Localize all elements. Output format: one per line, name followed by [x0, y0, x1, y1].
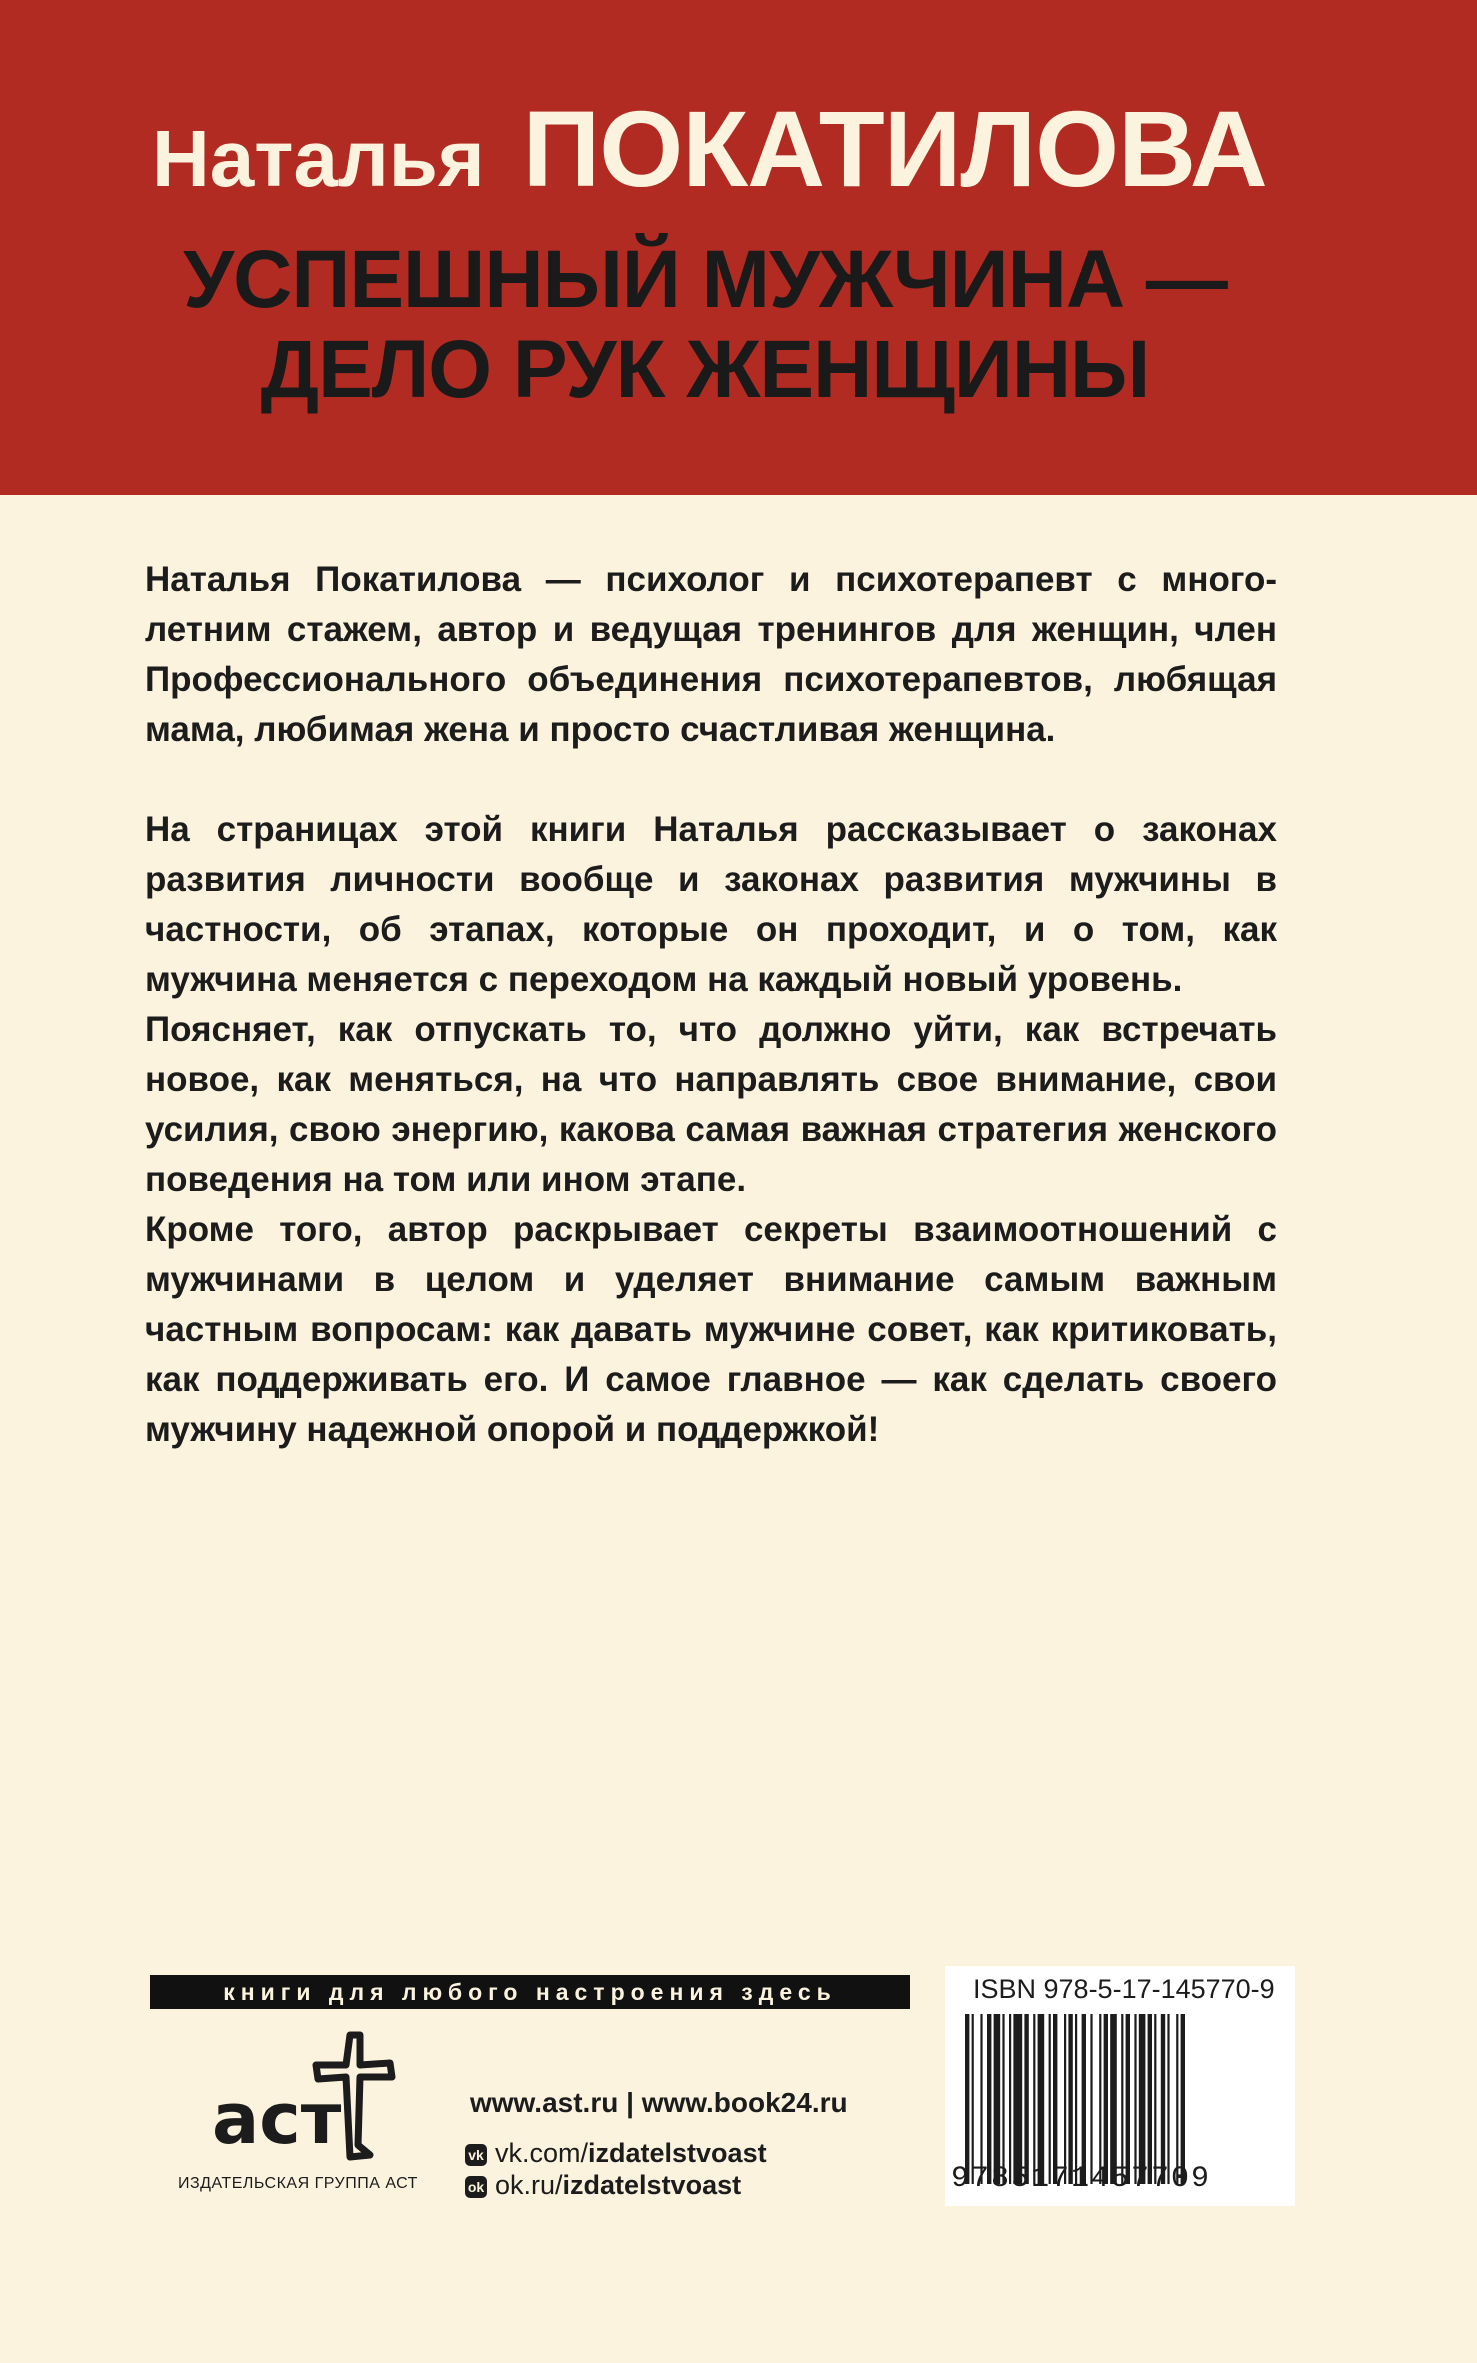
- ok-prefix: ok.ru/: [495, 2170, 563, 2200]
- barcode-bar: [965, 2014, 969, 2184]
- annotation-paragraph: Наталья Покатилова — психолог и психотерапевт с многолетним стажем, автор и ведущая тренингов для женщин, член Профессионального объединения психотерапевтов, любящая мама, любимая жена и просто счастливая женщина.: [145, 560, 1277, 749]
- barcode-bar: [1167, 2014, 1169, 2184]
- barcode-bar: [1049, 2014, 1051, 2184]
- barcode-bar: [1099, 2014, 1101, 2184]
- barcode-bar: [1013, 2014, 1022, 2184]
- publisher-caption: ИЗДАТЕЛЬСКАЯ ГРУППА АСТ: [178, 2175, 418, 2192]
- barcode-bar: [1148, 2014, 1152, 2184]
- ok-icon: ok: [465, 2176, 487, 2198]
- annotation: [145, 555, 1277, 1455]
- vk-link[interactable]: [465, 2138, 767, 2169]
- vk-prefix: vk.com/: [495, 2138, 589, 2168]
- barcode-bar: [972, 2014, 974, 2184]
- ok-link[interactable]: [465, 2170, 741, 2201]
- barcode-bar: [987, 2014, 991, 2184]
- barcode-bar: [1090, 2014, 1092, 2184]
- barcode-bar: [1121, 2014, 1123, 2184]
- barcode-bar: [1176, 2014, 1178, 2184]
- book-title-line-1: УСПЕШНЫЙ МУЖЧИНА —: [183, 234, 1227, 325]
- barcode-bar: [1154, 2014, 1156, 2184]
- vk-icon: vk: [465, 2144, 487, 2166]
- barcode-bar: [1126, 2014, 1130, 2184]
- barcode-bar: [1009, 2014, 1011, 2184]
- barcode-bar: [1064, 2014, 1066, 2184]
- barcode-bar: [1075, 2014, 1077, 2184]
- barcode-bar: [1134, 2014, 1136, 2184]
- author-first-name: Наталья: [152, 114, 485, 203]
- annotation-paragraph: Поясняет, как отпускать то, что должно уйти, как встречать новое, как меняться, на что направлять свое внимание, свои усилия, свою энергию, какова самая важная стратегия женского поведения на том или ином этапе.: [145, 1010, 1277, 1199]
- header-band: [0, 0, 1477, 495]
- book-title-line-2: ДЕЛО РУК ЖЕНЩИНЫ: [260, 324, 1150, 415]
- barcode-bar: [1161, 2014, 1165, 2184]
- ast-logo: [200, 2025, 410, 2165]
- barcode-bar: [1024, 2014, 1028, 2184]
- barcode-bar: [1053, 2014, 1057, 2184]
- barcode-bar: [1082, 2014, 1086, 2184]
- barcode-bar: [980, 2014, 982, 2184]
- author-name: [152, 88, 1352, 209]
- barcode-bar: [1038, 2014, 1045, 2184]
- ok-handle: izdatelstvoast: [562, 2170, 742, 2200]
- isbn-block: [945, 1966, 1295, 2206]
- barcode: [963, 2014, 1279, 2184]
- annotation-paragraph: На страницах этой книги Наталья рассказывает о законах развития личности вообще и законах развития мужчины в частности, об этапах, которые он проходит, и о том, как мужчина меняется с переходом на каждый новый уровень.: [145, 810, 1277, 999]
- barcode-bar: [1110, 2014, 1117, 2184]
- barcode-bar: [1104, 2014, 1108, 2184]
- websites[interactable]: www.ast.ru | www.book24.ru: [470, 2087, 848, 2118]
- ast-logo-text: аст: [212, 2078, 342, 2160]
- barcode-digits: 9785171457709: [951, 2162, 1212, 2196]
- book-title: [0, 235, 1410, 415]
- barcode-bar: [1139, 2014, 1146, 2184]
- annotation-paragraph: Кроме того, автор раскрывает секреты взаимоотношений с мужчинами в целом и уделяет внимание самым важным частным вопросам: как давать мужчине совет, как критиковать, как поддерживать его. И самое главное — как сделать своего мужчину надежной опорой и поддержкой!: [145, 1210, 1277, 1449]
- barcode-bar: [1181, 2014, 1185, 2184]
- tagline-bar: книги для любого настроения здесь: [150, 1975, 910, 2009]
- author-last-name: ПОКАТИЛОВА: [522, 88, 1267, 209]
- barcode-bar: [1033, 2014, 1035, 2184]
- barcode-bar: [1002, 2014, 1004, 2184]
- barcode-bar: [1068, 2014, 1072, 2184]
- barcode-bar: [994, 2014, 1001, 2184]
- isbn-number: ISBN 978-5-17-145770-9: [973, 1974, 1275, 2004]
- vk-handle: izdatelstvoast: [588, 2138, 767, 2168]
